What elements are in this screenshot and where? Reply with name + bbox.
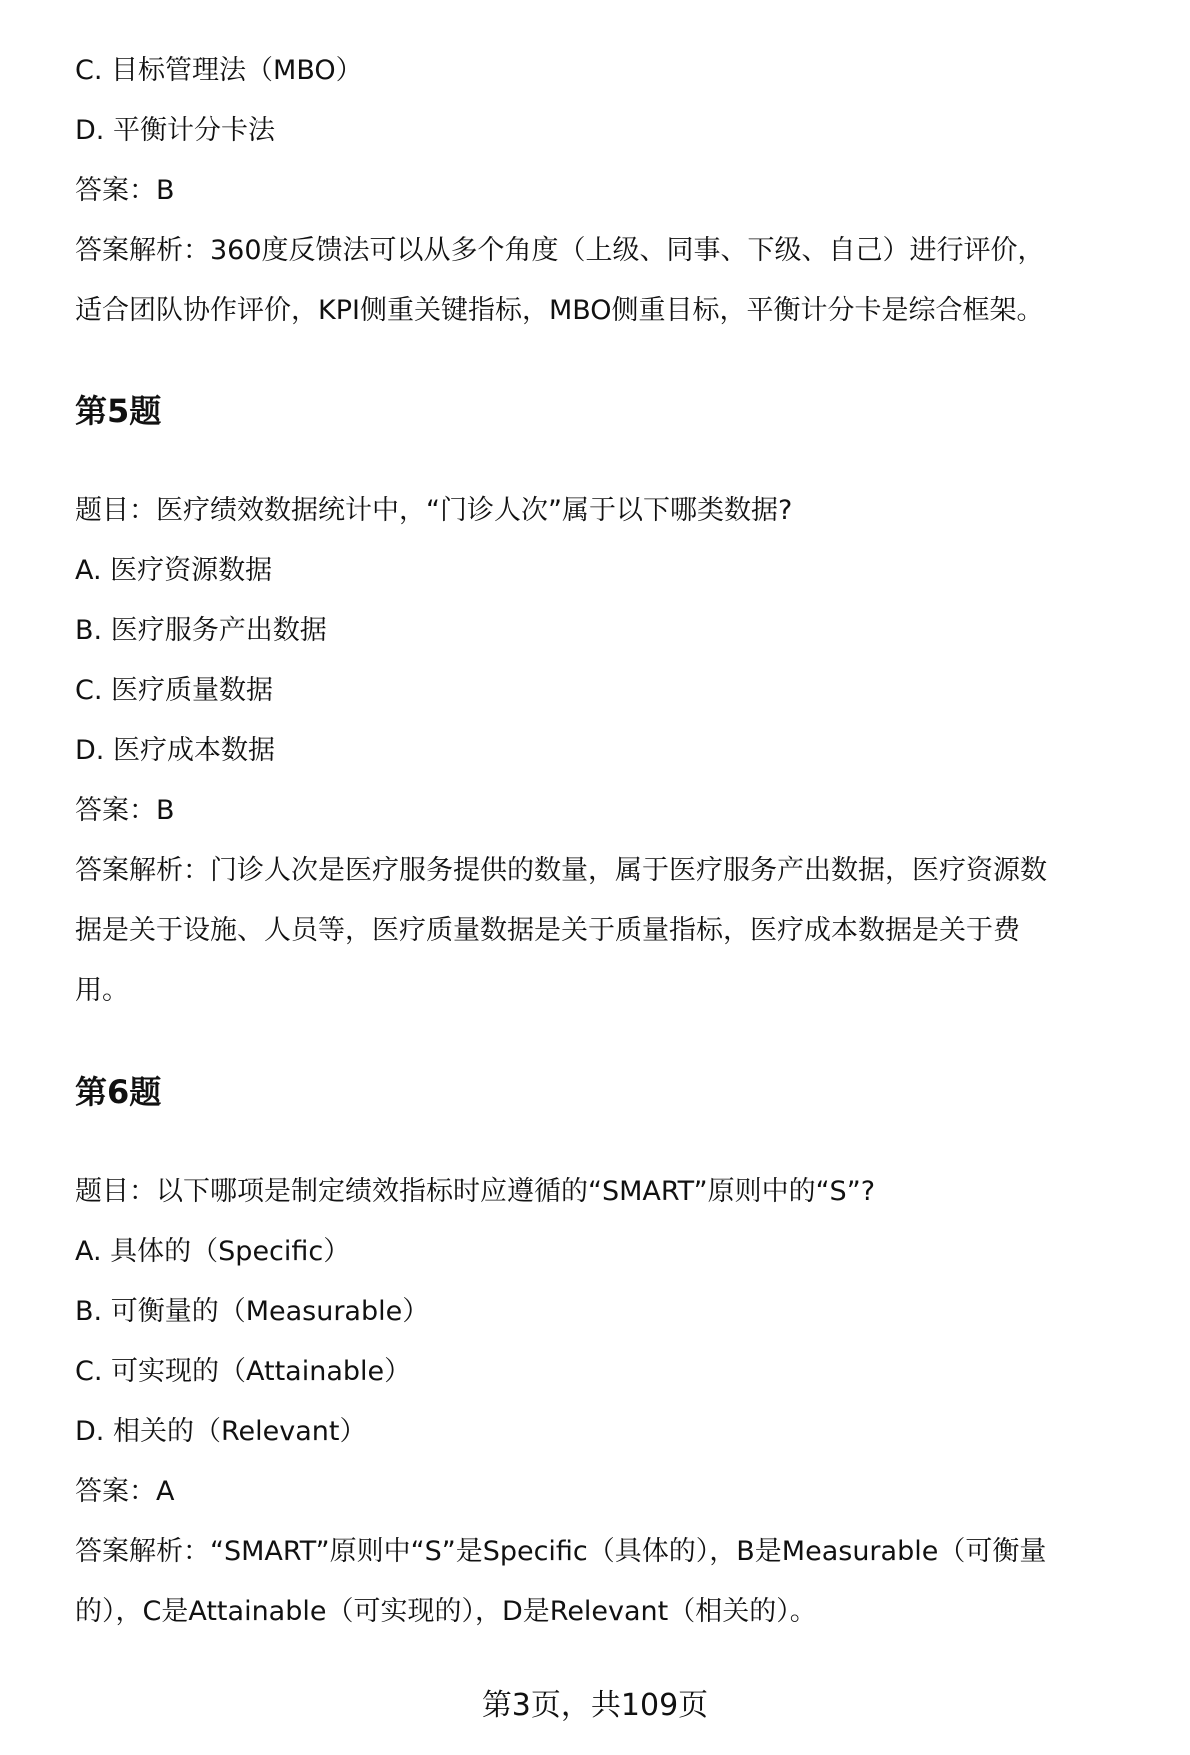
question-5-explanation-line-3: 用。 xyxy=(75,975,129,1006)
question-6-option-d: D. 相关的（Relevant） xyxy=(75,1416,367,1447)
question-6-option-b: B. 可衡量的（Measurable） xyxy=(75,1296,430,1327)
question-6-explanation-line-2: 的），C是Attainable（可实现的），D是Relevant（相关的）。 xyxy=(75,1596,817,1627)
question-6-option-c: C. 可实现的（Attainable） xyxy=(75,1356,412,1387)
prev-option-d: D. 平衡计分卡法 xyxy=(75,115,275,146)
prev-answer: 答案：B xyxy=(75,175,175,206)
question-5-answer: 答案：B xyxy=(75,795,175,826)
question-6-stem: 题目：以下哪项是制定绩效指标时应遵循的“SMART”原则中的“S”? xyxy=(75,1176,876,1207)
question-6-option-a: A. 具体的（Specific） xyxy=(75,1236,351,1267)
question-5-title: 第5题 xyxy=(75,392,162,430)
page-number-footer: 第3页，共109页 xyxy=(481,1688,709,1723)
question-5-explanation-line-1: 答案解析：门诊人次是医疗服务提供的数量，属于医疗服务产出数据，医疗资源数 xyxy=(75,855,1047,886)
question-6-answer: 答案：A xyxy=(75,1476,175,1507)
question-5-option-b: B. 医疗服务产出数据 xyxy=(75,615,327,646)
question-6-explanation-line-1: 答案解析：“SMART”原则中“S”是Specific（具体的），B是Measurable（可衡量 xyxy=(75,1536,1047,1567)
question-5-stem: 题目：医疗绩效数据统计中，“门诊人次”属于以下哪类数据? xyxy=(75,495,793,526)
prev-explanation-line-2: 适合团队协作评价，KPI侧重关键指标，MBO侧重目标，平衡计分卡是综合框架。 xyxy=(75,295,1044,326)
question-5-option-a: A. 医疗资源数据 xyxy=(75,555,273,586)
prev-option-c: C. 目标管理法（MBO） xyxy=(75,55,363,86)
question-5-explanation-line-2: 据是关于设施、人员等，医疗质量数据是关于质量指标，医疗成本数据是关于费 xyxy=(75,915,1020,946)
prev-explanation-line-1: 答案解析：360度反馈法可以从多个角度（上级、同事、下级、自己）进行评价， xyxy=(75,235,1045,266)
question-5-option-d: D. 医疗成本数据 xyxy=(75,735,275,766)
question-5-option-c: C. 医疗质量数据 xyxy=(75,675,274,706)
question-6-title: 第6题 xyxy=(75,1073,162,1111)
